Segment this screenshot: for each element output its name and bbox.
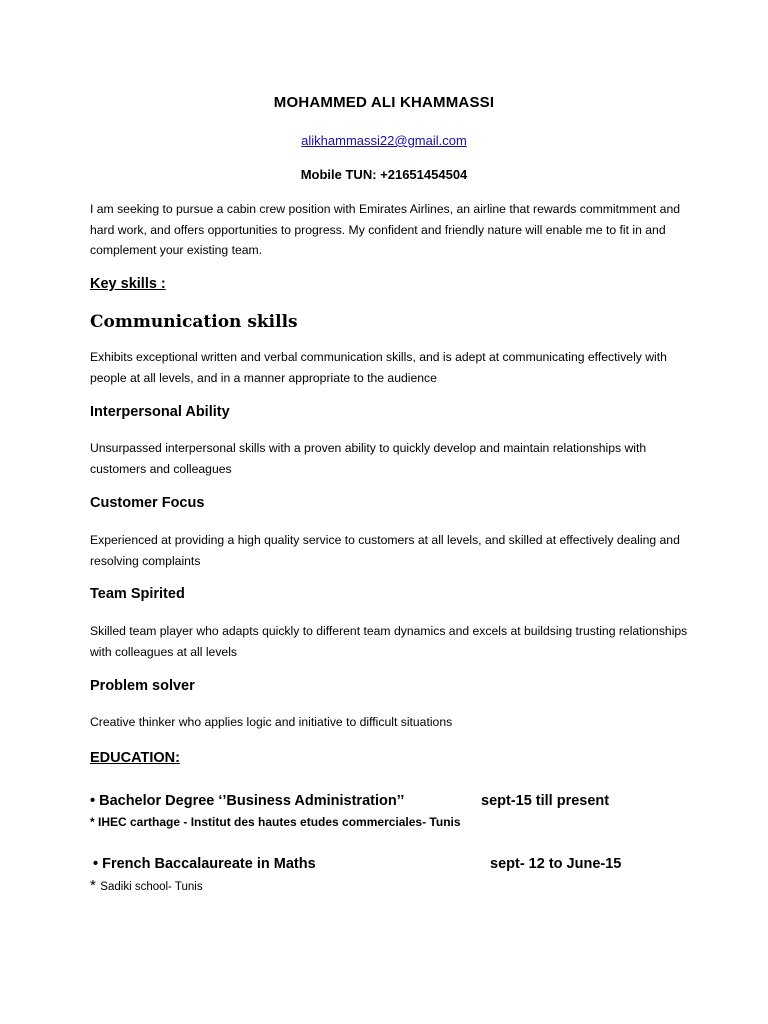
school-asterisk: * — [90, 877, 96, 894]
skill-text-communication: Exhibits exceptional written and verbal communication skills, and is adept at communicating effectively with people at all levels, and in a manner appropriate to the audience — [90, 350, 667, 385]
skill-title-customer-focus: Customer Focus — [90, 495, 205, 511]
skill-title-communication: Communication skills — [90, 312, 298, 332]
education-item-school-line — [90, 877, 203, 895]
mobile-number: Mobile TUN: +21651454504 — [300, 167, 468, 182]
education-item-school: * IHEC carthage - Institut des hautes etudes commerciales- Tunis — [90, 815, 461, 829]
skill-title-team-spirited: Team Spirited — [90, 586, 185, 602]
education-item-date: sept- 12 to June-15 — [490, 856, 622, 872]
skill-title-problem-solver: Problem solver — [90, 678, 195, 694]
skill-text-problem-solver: Creative thinker who applies logic and initiative to difficult situations — [90, 715, 453, 729]
skill-title-interpersonal: Interpersonal Ability — [90, 404, 230, 420]
key-skills-heading: Key skills : — [90, 276, 166, 292]
skill-text-customer-focus: Experienced at providing a high quality service to customers at all levels, and skilled at effectively dealing and resolving complaints — [90, 533, 680, 568]
skill-text-team-spirited: Skilled team player who adapts quickly to different team dynamics and excels at buildsing trusting relationships with colleagues at all levels — [90, 624, 688, 659]
education-heading: EDUCATION: — [90, 750, 180, 766]
education-item-school: Sadiki school- Tunis — [100, 881, 203, 893]
candidate-name: MOHAMMED ALI KHAMMASSI — [273, 94, 495, 111]
education-item-title: • French Baccalaureate in Maths — [93, 856, 316, 872]
email-line — [0, 133, 768, 148]
email-link[interactable]: alikhammassi22@gmail.com — [301, 133, 467, 148]
objective-paragraph: I am seeking to pursue a cabin crew position with Emirates Airlines, an airline that rewards commitmment and hard work, and offers opportunities to progress. My confident and friendly nature will enable me to fit in and complement your existing team. — [90, 202, 680, 257]
education-item-title: • Bachelor Degree ‘’Business Administration’’ — [90, 793, 405, 809]
skill-text-interpersonal: Unsurpassed interpersonal skills with a proven ability to quickly develop and maintain relationships with customers and colleagues — [90, 441, 647, 476]
education-item-date: sept-15 till present — [481, 793, 610, 809]
